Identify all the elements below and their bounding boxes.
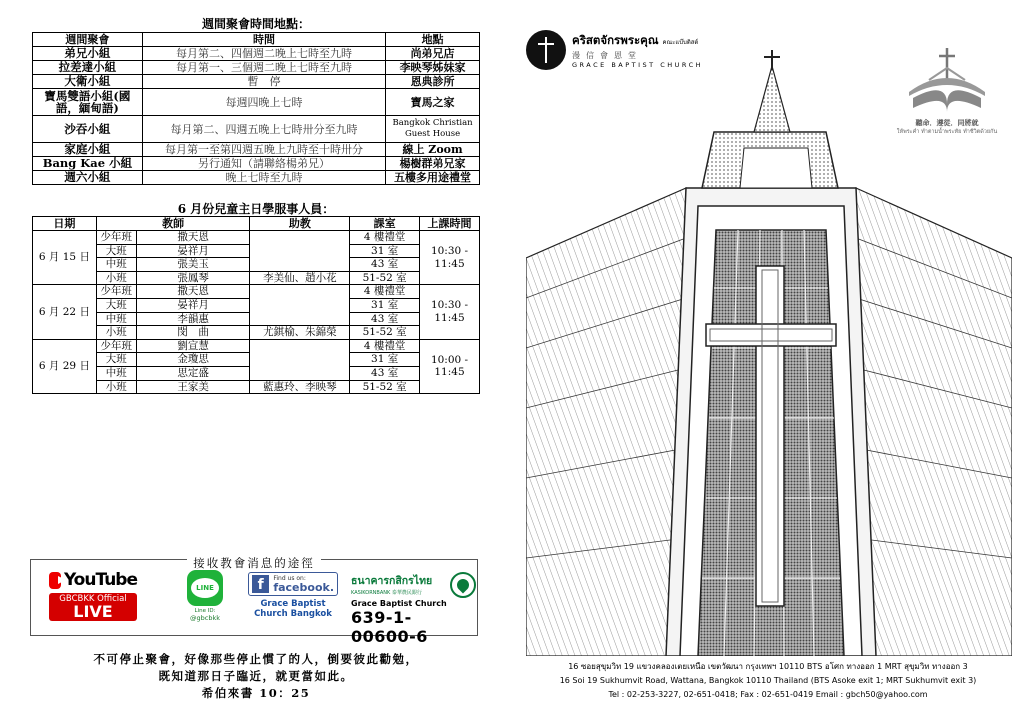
class-name: 中班 [96,312,136,326]
class-room: 31 室 [350,298,420,312]
class-name: 少年班 [96,285,136,299]
emblem-subcaption: ให้พระคำ ทำตามน้ำพระทัย ทำชีวิตด้วยกัน [896,129,998,135]
class-teacher: 晏祥月 [136,244,250,258]
class-room: 51-52 室 [350,271,420,285]
class-time: 10:30 - 11:45 [420,231,480,285]
class-teacher: 張鳳琴 [136,271,250,285]
verse-line-2: 既知道那日子臨近，就更當如此。 [158,669,354,683]
sunday-school-table [32,216,480,394]
church-name-chinese: 漫信會恩堂 [572,50,642,60]
verse-reference: 希伯來書 10：25 [201,686,311,700]
sunday-school-title: 6 月份兒童主日學服事人員： [177,202,335,216]
meeting-time: 每週四晚上七時 [142,89,385,116]
church-building-illustration [526,48,1012,656]
meeting-time: 每月第一、三個週二晚上七時至九時 [142,61,385,75]
meeting-place: 李映琴姊妹家 [386,61,480,75]
bank-account-number: 639-1-00600-6 [351,608,428,646]
class-date: 6 月 29 日 [33,339,97,393]
news-channels-box [30,556,478,646]
bank-name-thai: ธนาคารกสิกรไทย [351,575,433,587]
class-teacher: 閔 曲 [136,326,250,340]
class-room: 43 室 [350,312,420,326]
kbank-logo-icon [450,572,476,598]
meeting-time: 每月第一至第四週五晚上九時至十時卅分 [142,143,385,157]
class-teacher: 李韻惠 [136,312,250,326]
meeting-time: 另行通知（請聯絡楊弟兄） [142,157,385,171]
meetings-header-name: 週間聚會 [33,33,143,47]
table-row [33,75,480,89]
class-helpers-empty [250,285,350,326]
table-row [33,61,480,75]
line-channel[interactable] [185,570,225,622]
sunday-header-row [33,217,480,231]
bank-account [351,572,476,646]
sunday-header-time: 上課時間 [420,217,480,231]
table-row [33,326,480,340]
meeting-name: 寶馬雙語小組(國語，緬甸語) [33,89,143,116]
class-room: 51-52 室 [350,326,420,340]
table-row [33,157,480,171]
meeting-name: 弟兄小組 [33,47,143,61]
address-thai: 16 ซอยสุขุมวิท 19 แขวงคลองเตยเหนือ เขตวัฒนา กรุงเทพฯ 10110 BTS อโศก ทางออก 1 MRT สุขุมวิท ทางออก 3 [568,662,968,671]
line-handle: @gbcbkk [190,614,220,622]
sunday-header-date: 日期 [33,217,97,231]
sunday-school-body [33,231,480,394]
class-name: 大班 [96,353,136,367]
class-room: 4 樓禮堂 [350,231,420,245]
meeting-name: Bang Kae 小組 [33,157,143,171]
facebook-badge [248,572,338,596]
class-teacher: 撒天恩 [136,231,250,245]
bank-account-name: Grace Baptist Church [351,599,447,608]
table-row [33,143,480,157]
class-helpers: 李美仙、趙小花 [250,271,350,285]
table-row [33,171,480,185]
meeting-time: 暫 停 [142,75,385,89]
table-row [33,380,480,394]
class-name: 少年班 [96,231,136,245]
church-emblem [892,44,1002,136]
meeting-place: 楊樹群弟兄家 [386,157,480,171]
bank-name-sub: KASIKORNBANK 泰華農民銀行 [351,590,422,596]
sunday-header-teacher: 教師 [96,217,250,231]
meetings-header-row [33,33,480,47]
class-name: 少年班 [96,339,136,353]
address-english: 16 Soi 19 Sukhumvit Road, Wattana, Bangkok 10110 Thailand (BTS Asoke exit 1; MRT Sukhumvit exit 3) [559,676,977,685]
class-room: 4 樓禮堂 [350,339,420,353]
meeting-place: 恩典診所 [386,75,480,89]
meeting-place: 尚弟兄店 [386,47,480,61]
meeting-place: Bangkok Christian Guest House [386,116,480,143]
class-teacher: 劉宣慧 [136,339,250,353]
meetings-header-time: 時間 [142,33,385,47]
meeting-name: 拉差達小組 [33,61,143,75]
meeting-place: 五樓多用途禮堂 [386,171,480,185]
class-helpers: 藍惠玲、李映琴 [250,380,350,394]
table-row [33,285,480,299]
class-room: 43 室 [350,366,420,380]
class-teacher: 晏祥月 [136,298,250,312]
class-helpers-empty [250,231,350,272]
facebook-icon: f [252,575,269,593]
class-name: 小班 [96,326,136,340]
contact-info: Tel : 02-253-3227, 02-651-0418; Fax : 02-651-0419 Email : gbch50@yahoo.com [608,690,928,699]
table-row [33,271,480,285]
verse-line-1: 不可停止聚會，好像那些停止慣了的人，倒要彼此勸勉， [93,652,419,666]
class-room: 43 室 [350,258,420,272]
class-teacher: 王家美 [136,380,250,394]
class-helpers-empty [250,339,350,380]
class-teacher: 思定盛 [136,366,250,380]
meeting-name: 家庭小組 [33,143,143,157]
facebook-page-name: Grace Baptist Church Bangkok [254,599,332,619]
table-row [33,339,480,353]
meeting-name: 沙吞小組 [33,116,143,143]
bible-cross-emblem-icon [899,44,995,114]
youtube-live-badge [49,593,137,621]
meeting-time: 每月第二、四個週二晚上七時至九時 [142,47,385,61]
class-time: 10:00 - 11:45 [420,339,480,393]
class-room: 4 樓禮堂 [350,285,420,299]
sunday-header-helpers: 助教 [250,217,350,231]
youtube-account: GBCBKK Official [59,594,127,604]
youtube-channel[interactable] [49,570,137,621]
facebook-find-us: Find us on: [273,575,306,582]
meeting-time: 每月第二、四週五晚上七時卅分至九時 [142,116,385,143]
news-channels-title: 接收教會消息的途徑 [31,552,477,571]
emblem-caption: 聽命．遵從．同將就 [915,118,979,127]
table-row [33,47,480,61]
class-name: 中班 [96,258,136,272]
class-teacher: 金瓊思 [136,353,250,367]
class-name: 大班 [96,244,136,258]
class-date: 6 月 22 日 [33,285,97,339]
cross-logo-icon [526,30,566,70]
class-name: 小班 [96,380,136,394]
youtube-icon [49,572,61,589]
meetings-table [32,32,480,185]
meeting-time: 晚上七時至九時 [142,171,385,185]
class-name: 中班 [96,366,136,380]
meeting-name: 週六小組 [33,171,143,185]
table-row [33,116,480,143]
line-icon: LINE [187,570,223,606]
class-time: 10:30 - 11:45 [420,285,480,339]
facebook-channel[interactable] [245,572,341,619]
class-room: 31 室 [350,244,420,258]
meetings-title: 週間聚會時間地點： [201,17,310,31]
youtube-live: LIVE [73,602,113,621]
church-name-thai: คริสตจักรพระคุณ คณะแบ๊บติสต์ [572,32,699,47]
facebook-wordmark: facebook. [273,581,334,594]
sunday-header-room: 課室 [350,217,420,231]
church-logo [526,30,703,70]
meeting-place: 線上 Zoom [386,143,480,157]
class-room: 51-52 室 [350,380,420,394]
line-id-label: Line ID: [194,608,216,614]
meeting-place: 寶馬之家 [386,89,480,116]
class-teacher: 張美玉 [136,258,250,272]
table-row [33,231,480,245]
right-page [512,0,1024,724]
church-name-english: GRACE BAPTIST CHURCH [572,60,704,69]
table-row [33,89,480,116]
class-teacher: 撒天恩 [136,285,250,299]
meetings-header-place: 地點 [386,33,480,47]
class-helpers: 尤錤榆、朱錦榮 [250,326,350,340]
class-name: 大班 [96,298,136,312]
class-date: 6 月 15 日 [33,231,97,285]
youtube-wordmark: YouTube [63,570,137,590]
class-name: 小班 [96,271,136,285]
meeting-name: 大衛小組 [33,75,143,89]
class-room: 31 室 [350,353,420,367]
